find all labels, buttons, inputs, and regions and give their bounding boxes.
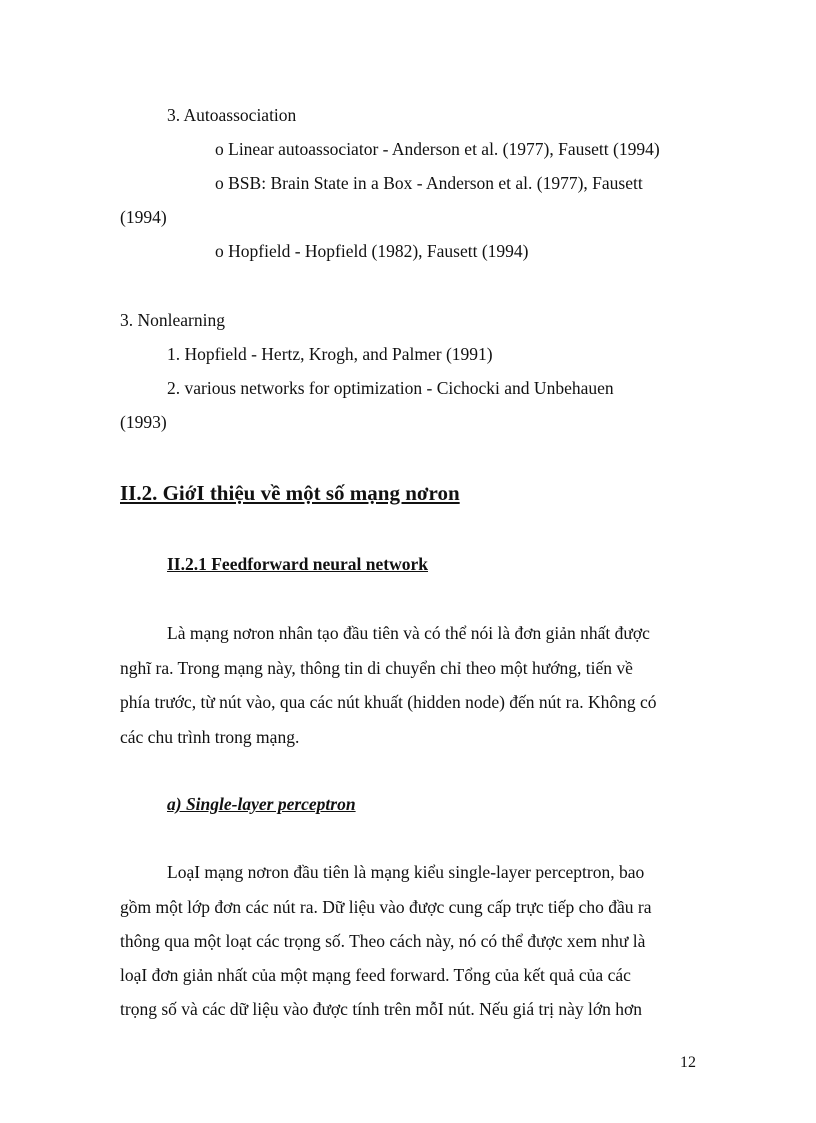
list-subitem-nonlearning-hopfield: 1. Hopfield - Hertz, Krogh, and Palmer (1991) xyxy=(167,344,493,364)
list-subitem-bsb-line1: o BSB: Brain State in a Box - Anderson et al. (1977), Fausett xyxy=(215,173,643,193)
list-item-nonlearning: 3. Nonlearning xyxy=(120,310,225,330)
list-subitem-bsb-line2: (1994) xyxy=(120,207,167,227)
paragraph-2-line: gồm một lớp đơn các nút ra. Dữ liệu vào được cung cấp trực tiếp cho đầu ra xyxy=(120,897,652,917)
paragraph-2-line: trọng số và các dữ liệu vào được tính trên mỗI nút. Nếu giá trị này lớn hơn xyxy=(120,999,643,1019)
section-heading: II.2. GiớI thiệu về một số mạng nơron xyxy=(120,481,460,505)
paragraph-1-line: phía trước, từ nút vào, qua các nút khuất (hidden node) đến nút ra. Không có xyxy=(120,692,657,712)
paragraph-2-line: loạI đơn giản nhất của một mạng feed forward. Tổng của kết quả của các xyxy=(120,965,631,985)
list-subitem-linear-autoassociator: o Linear autoassociator - Anderson et al. (1977), Fausett (1994) xyxy=(215,139,660,159)
list-subitem-hopfield: o Hopfield - Hopfield (1982), Fausett (1994) xyxy=(215,241,529,261)
paragraph-2-line: LoạI mạng nơron đầu tiên là mạng kiểu single-layer perceptron, bao xyxy=(167,862,645,882)
paragraph-1-line: các chu trình trong mạng. xyxy=(120,727,300,747)
paragraph-2-line: thông qua một loạt các trọng số. Theo cách này, nó có thể được xem như là xyxy=(120,931,646,951)
paragraph-1-line: nghĩ ra. Trong mạng này, thông tin di chuyển chỉ theo một hướng, tiến về xyxy=(120,658,633,678)
list-item-autoassociation: 3. Autoassociation xyxy=(167,105,297,125)
paragraph-1-line: Là mạng nơron nhân tạo đầu tiên và có thể nói là đơn giản nhất được xyxy=(167,623,650,643)
page-number: 12 xyxy=(680,1054,696,1071)
list-subitem-various-networks-line1: 2. various networks for optimization - Cichocki and Unbehauen xyxy=(167,378,614,398)
subsection-heading: II.2.1 Feedforward neural network xyxy=(167,554,429,574)
list-subitem-various-networks-line2: (1993) xyxy=(120,412,167,432)
subsubsection-heading: a) Single-layer perceptron xyxy=(167,794,356,814)
